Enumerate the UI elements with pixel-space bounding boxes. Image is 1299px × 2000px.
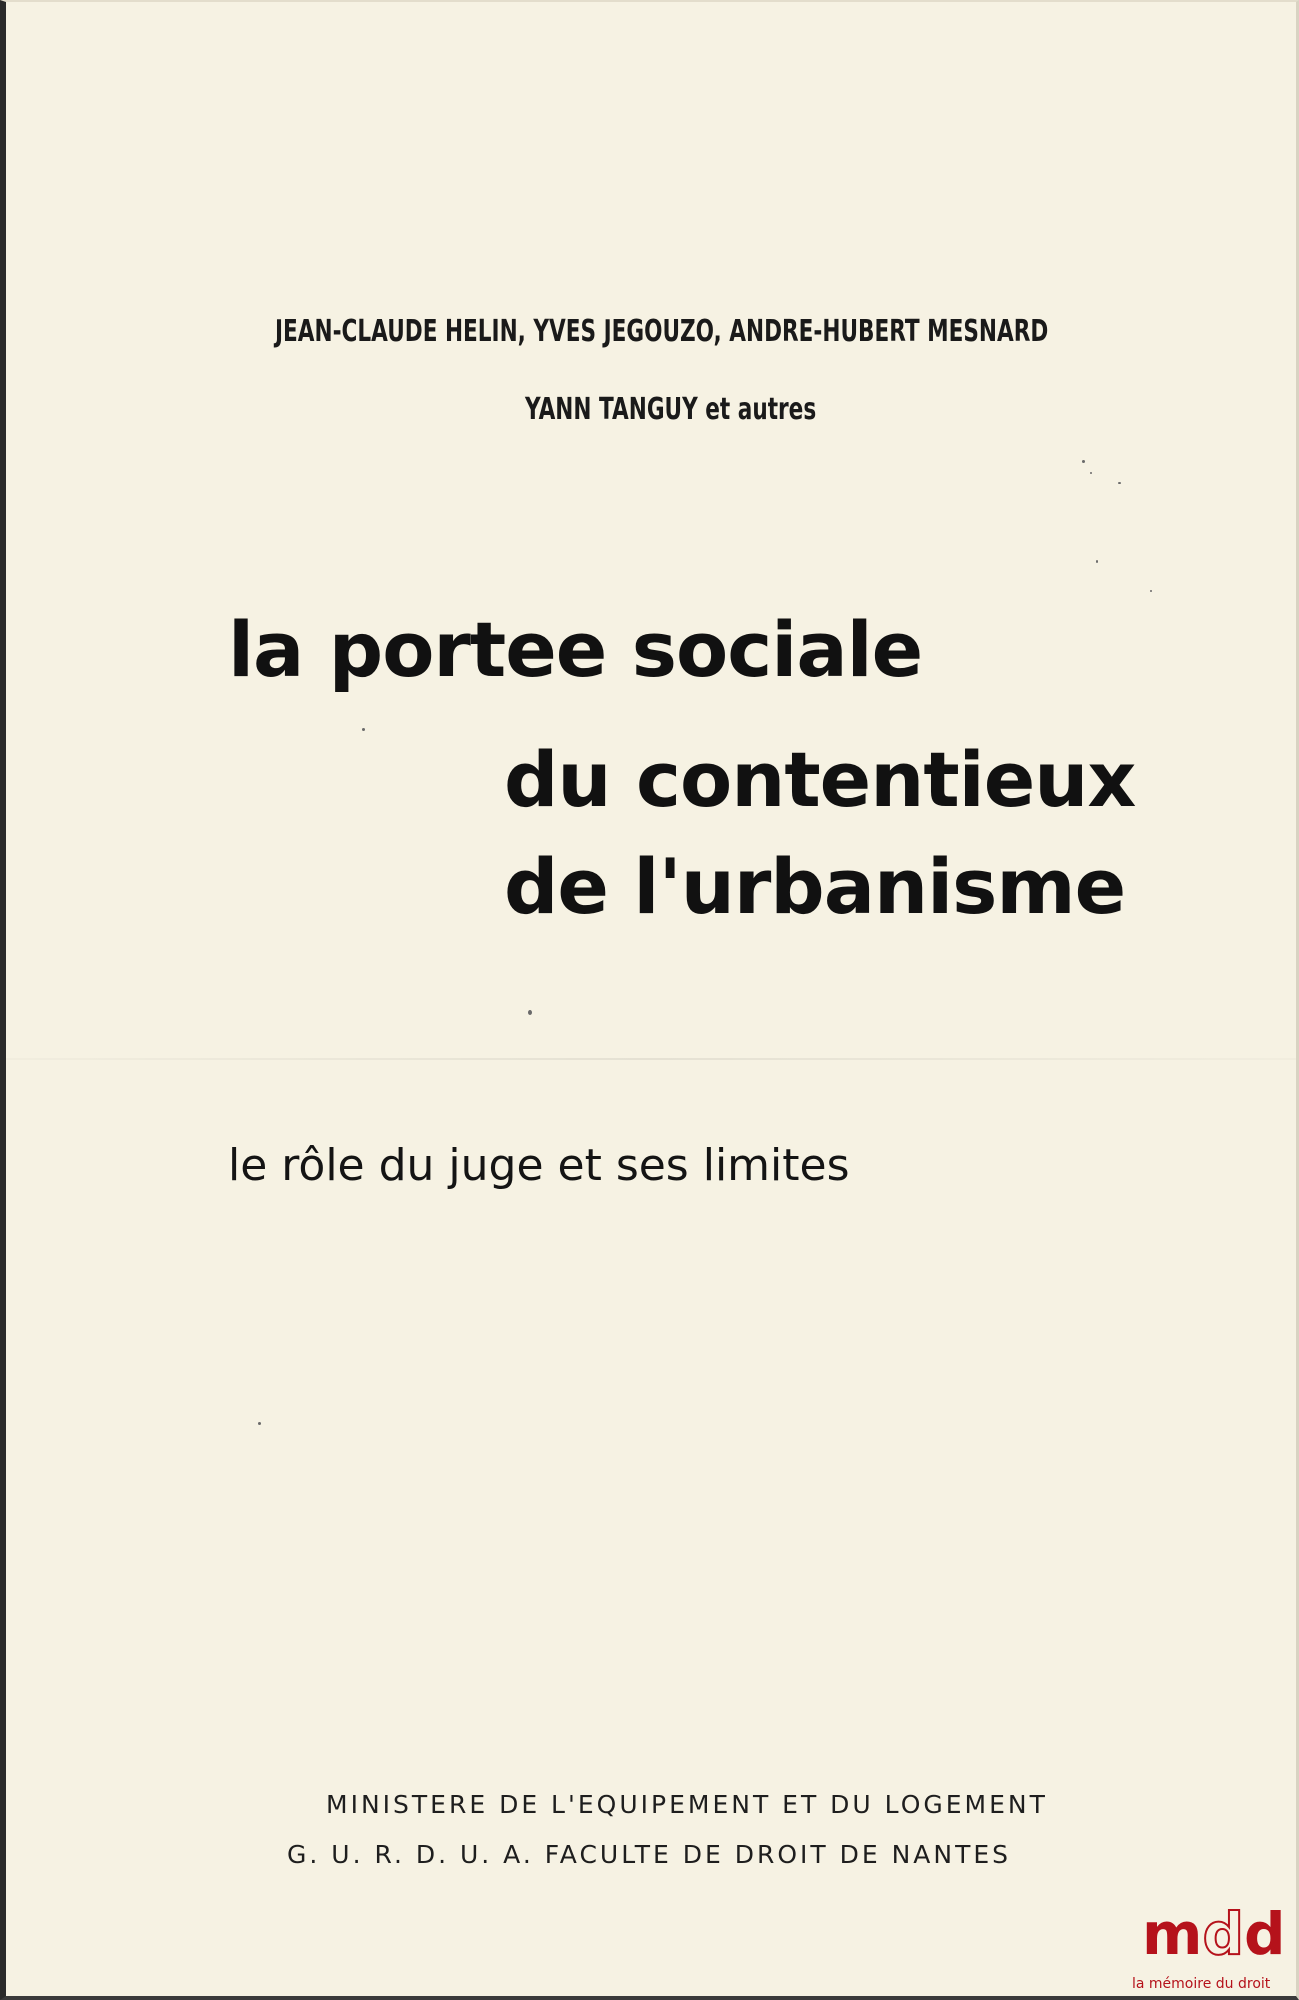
mdd-logo-mark bbox=[1142, 1902, 1286, 1966]
logo-letter-m: m bbox=[1142, 1900, 1203, 1968]
paper-speck bbox=[258, 1422, 261, 1425]
paper-speck bbox=[362, 728, 365, 731]
logo-tagline: la mémoire du droit bbox=[1132, 1976, 1271, 1992]
paper-speck bbox=[1118, 482, 1121, 484]
mdd-logo bbox=[1130, 1902, 1298, 2000]
subtitle: le rôle du juge et ses limites bbox=[228, 1140, 850, 1191]
logo-letter-d: d bbox=[1243, 1900, 1286, 1968]
paper-speck bbox=[1150, 590, 1152, 592]
logo-letter-d-outline: d bbox=[1202, 1900, 1244, 1968]
publisher-line-2: G. U. R. D. U. A. FACULTE DE DROIT DE NANTES bbox=[287, 1840, 1012, 1869]
paper-speck bbox=[1090, 472, 1092, 474]
authors-suffix: et autres bbox=[705, 392, 817, 427]
paper-speck bbox=[1082, 460, 1085, 463]
publisher-line-1: MINISTERE DE L'EQUIPEMENT ET DU LOGEMENT bbox=[326, 1790, 1048, 1819]
authors-line-2 bbox=[525, 392, 816, 427]
title-line-3: de l'urbanisme bbox=[504, 842, 1126, 931]
author-name: YANN TANGUY bbox=[525, 392, 698, 427]
fold-line bbox=[0, 1058, 1299, 1060]
paper-speck bbox=[528, 1010, 532, 1015]
authors-line-1: JEAN-CLAUDE HELIN, YVES JEGOUZO, ANDRE-HUBERT MESNARD bbox=[275, 314, 1049, 349]
title-line-1: la portee sociale bbox=[228, 605, 923, 694]
title-line-2: du contentieux bbox=[504, 735, 1136, 824]
paper-speck bbox=[1096, 560, 1098, 563]
